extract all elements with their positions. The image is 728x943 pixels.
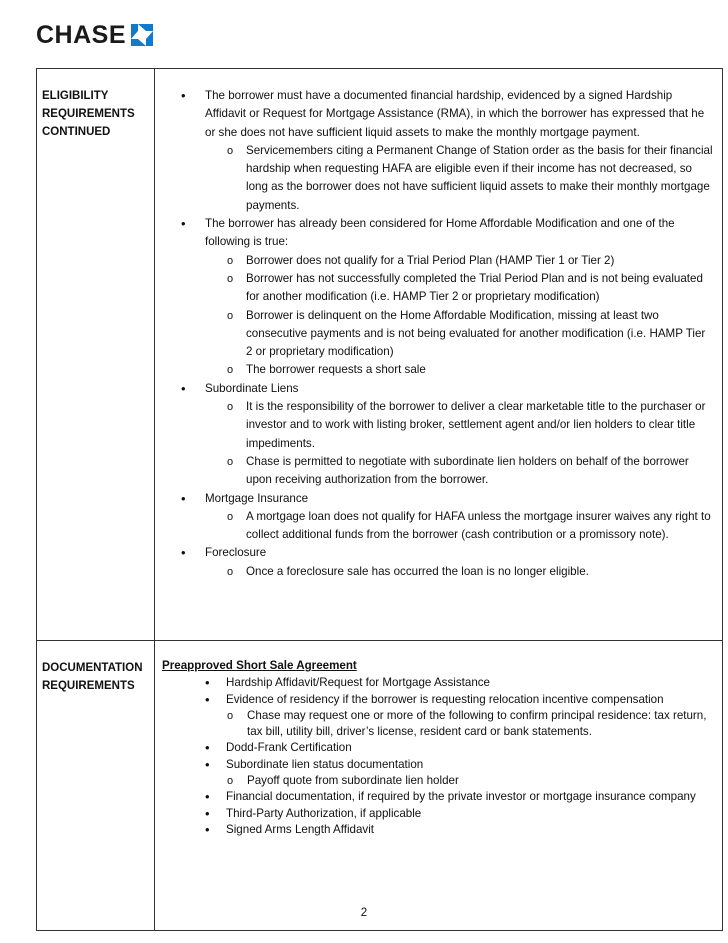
logo-text: CHASE: [36, 21, 127, 49]
label-line: REQUIREMENTS: [42, 680, 135, 692]
list-item: • Evidence of residency if the borrower is requesting relocation incentive compensation: [155, 692, 714, 708]
list-item: • The borrower has already been considered for Home Affordable Modification and one of the following is true:: [155, 215, 714, 252]
list-item: • Subordinate lien status documentation: [155, 757, 714, 773]
eligibility-label: [37, 69, 155, 641]
list-subitem: o Payoff quote from subordinate lien holder: [155, 773, 714, 789]
list-item: • Dodd-Frank Certification: [155, 740, 714, 756]
label-line: ELIGIBILITY: [42, 90, 109, 102]
list-item: • Signed Arms Length Affidavit: [155, 822, 714, 838]
list-subitem: o Once a foreclosure sale has occurred the loan is no longer eligible.: [155, 563, 714, 581]
list-subitem: o Borrower does not qualify for a Trial Period Plan (HAMP Tier 1 or Tier 2): [155, 252, 714, 270]
list-item: • Hardship Affidavit/Request for Mortgage Assistance: [155, 675, 714, 691]
chase-logo: [36, 22, 153, 48]
label-line: DOCUMENTATION: [42, 662, 143, 674]
list-subitem: o Chase may request one or more of the following to confirm principal residence: tax return, tax bill, utility bill, driver’s license, resident card or bank statements.: [155, 708, 714, 741]
list-item: • Mortgage Insurance: [155, 490, 714, 508]
page-number: 2: [360, 907, 368, 919]
list-item: • Subordinate Liens: [155, 380, 714, 398]
section-title: Preapproved Short Sale Agreement: [162, 659, 357, 672]
list-subitem: o Borrower is delinquent on the Home Affordable Modification, missing at least two consecutive payments and is not being evaluated for another modification (i.e. HAMP Tier 2 or proprietary modification): [155, 307, 714, 362]
list-subitem: o Chase is permitted to negotiate with subordinate lien holders on behalf of the borrower upon receiving authorization from the borrower.: [155, 453, 714, 490]
table-row: [37, 641, 723, 931]
label-line: REQUIREMENTS: [42, 108, 135, 120]
list-item: • Financial documentation, if required by the private investor or mortgage insurance company: [155, 789, 714, 805]
list-subitem: o It is the responsibility of the borrower to deliver a clear marketable title to the purchaser or investor and to work with listing broker, settlement agent and/or lien holders to clear title impediments.: [155, 398, 714, 453]
documentation-label: [37, 641, 155, 931]
list-item: • The borrower must have a documented financial hardship, evidenced by a signed Hardship Affidavit or Request for Mortgage Assistance (RMA), in which the borrower has expressed that he or she does not have sufficient liquid assets to make the monthly mortgage payment.: [155, 87, 714, 142]
list-subitem: o The borrower requests a short sale: [155, 361, 714, 379]
chase-octagon-icon: [131, 24, 153, 46]
table-row: [37, 69, 723, 641]
list-item: • Third-Party Authorization, if applicable: [155, 806, 714, 822]
list-subitem: o Servicemembers citing a Permanent Change of Station order as the basis for their financial hardship when requesting HAFA are eligible even if their income has not decreased, so long as the borrower does not have sufficient liquid assets to make their monthly mortgage payments.: [155, 142, 714, 215]
list-subitem: o Borrower has not successfully completed the Trial Period Plan and is not being evaluated for another modification (i.e. HAMP Tier 2 or proprietary modification): [155, 270, 714, 307]
documentation-content: [155, 641, 723, 931]
eligibility-content: [155, 69, 723, 641]
list-item: • Foreclosure: [155, 544, 714, 562]
label-line: CONTINUED: [42, 126, 111, 138]
requirements-table: [36, 68, 723, 931]
list-subitem: o A mortgage loan does not qualify for HAFA unless the mortgage insurer waives any right to collect additional funds from the borrower (cash contribution or a promissory note).: [155, 508, 714, 545]
